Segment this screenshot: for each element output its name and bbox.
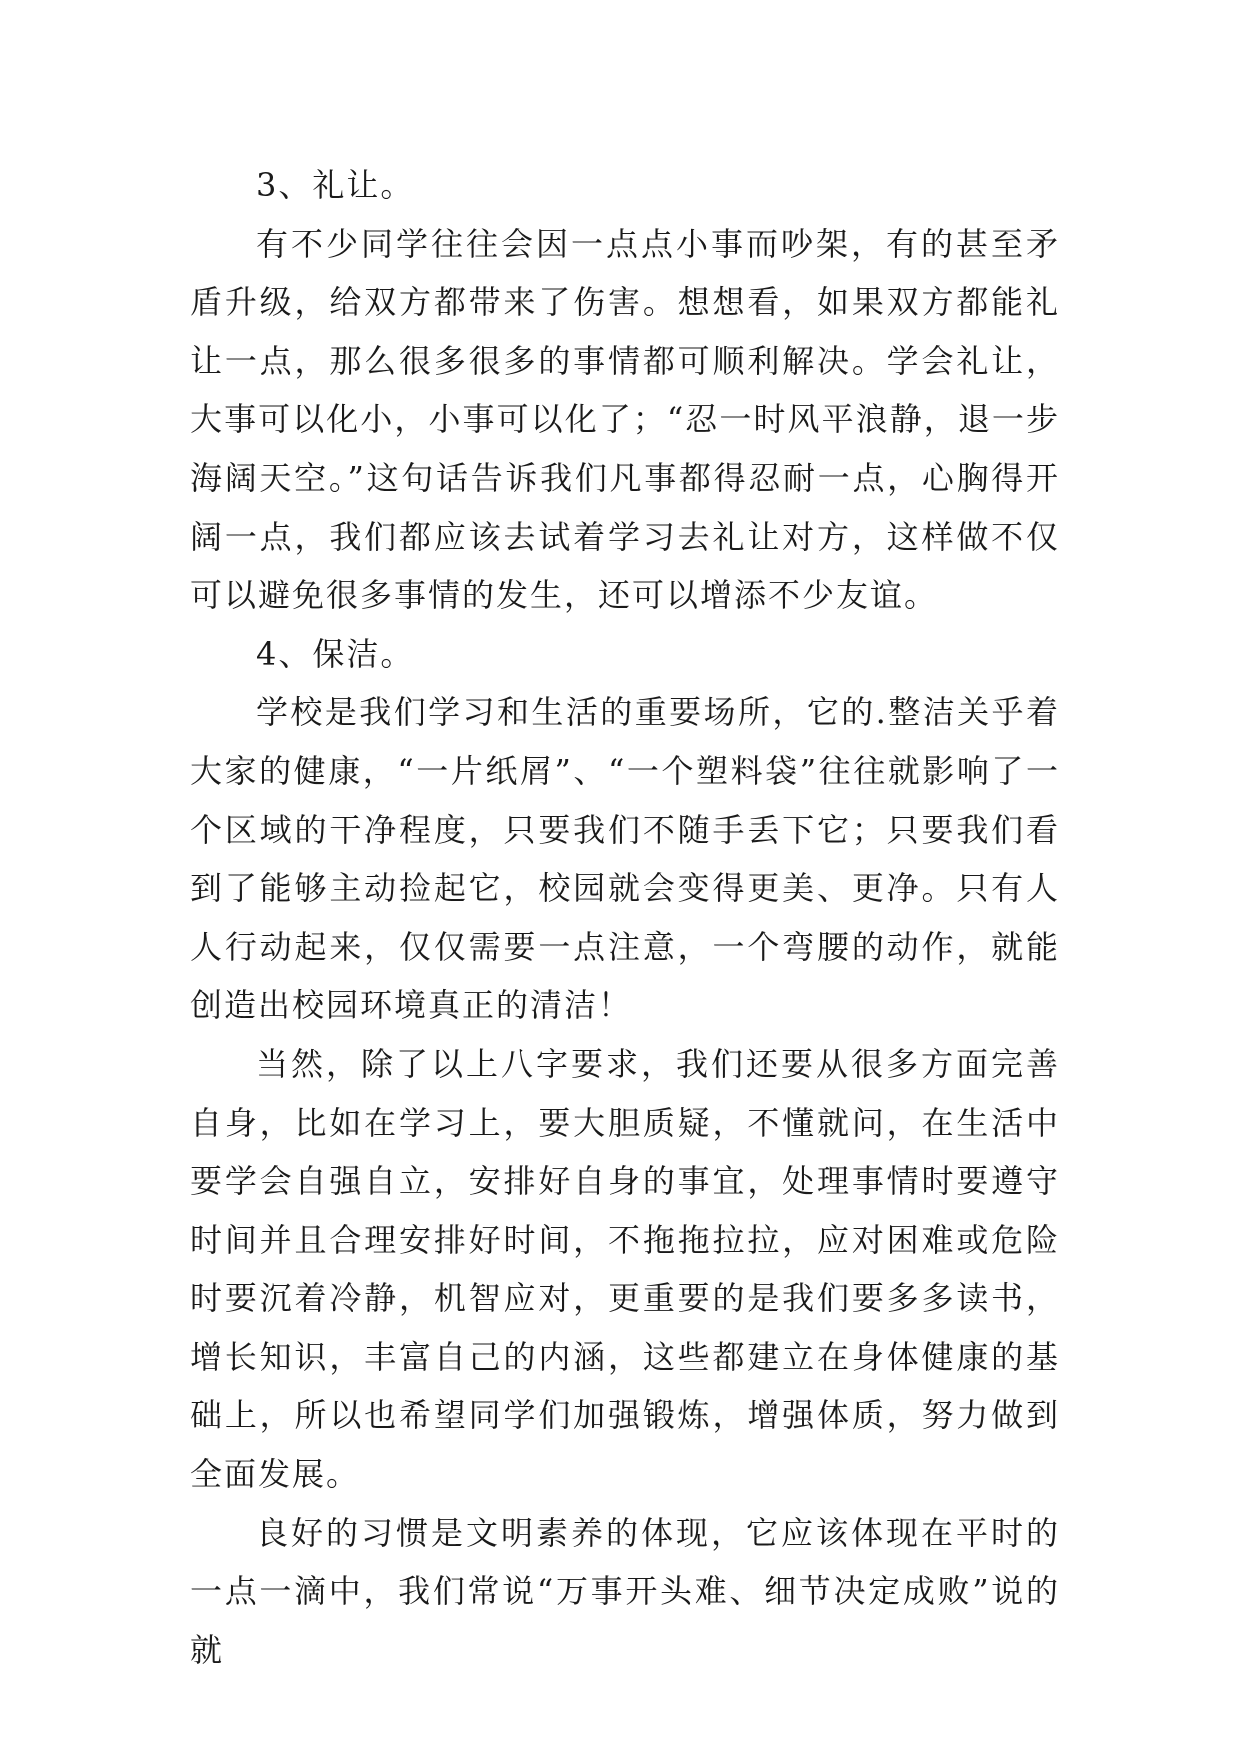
paragraph-courtesy: 有不少同学往往会因一点点小事而吵架，有的甚至矛盾升级，给双方都带来了伤害。想想看，如果双方都能礼让一点，那么很多很多的事情都可顺利解决。学会礼让，大事可以化小，小事可以化了；“忍一时风平浪静，退一步海阔天空。”这句话告诉我们凡事都得忍耐一点，心胸得开阔一点，我们都应该去试着学习去礼让对方，这样做不仅可以避免很多事情的发生，还可以增添不少友谊。 bbox=[190, 224, 1060, 615]
paragraph-cleanliness: 学校是我们学习和生活的重要场所，它的.整洁关乎着大家的健康，“一片纸屑”、“一个塑料袋”往往就影响了一个区域的干净程度，只要我们不随手丢下它；只要我们看到了能够主动捡起它，校园就会变得更美、更净。只有人人行动起来，仅仅需要一点注意，一个弯腰的动作，就能创造出校园环境真正的清洁！ bbox=[190, 693, 1060, 1025]
document-body bbox=[190, 156, 1060, 1679]
paragraph-self-improvement: 当然，除了以上八字要求，我们还要从很多方面完善自身，比如在学习上，要大胆质疑，不懂就问，在生活中要学会自强自立，安排好自身的事宜，处理事情时要遵守时间并且合理安排好时间，不拖拖拉拉，应对困难或危险时要沉着冷静，机智应对，更重要的是我们要多多读书，增长知识，丰富自己的内涵，这些都建立在身体健康的基础上，所以也希望同学们加强锻炼，增强体质，努力做到全面发展。 bbox=[190, 1044, 1060, 1494]
paragraph-heading-3: 3、礼让。 bbox=[256, 166, 415, 204]
paragraph-heading-4: 4、保洁。 bbox=[256, 634, 415, 673]
paragraph-good-habits: 良好的习惯是文明素养的体现，它应该体现在平时的一点一滴中，我们常说“万事开头难、细节决定成败”说的就 bbox=[190, 1513, 1060, 1669]
